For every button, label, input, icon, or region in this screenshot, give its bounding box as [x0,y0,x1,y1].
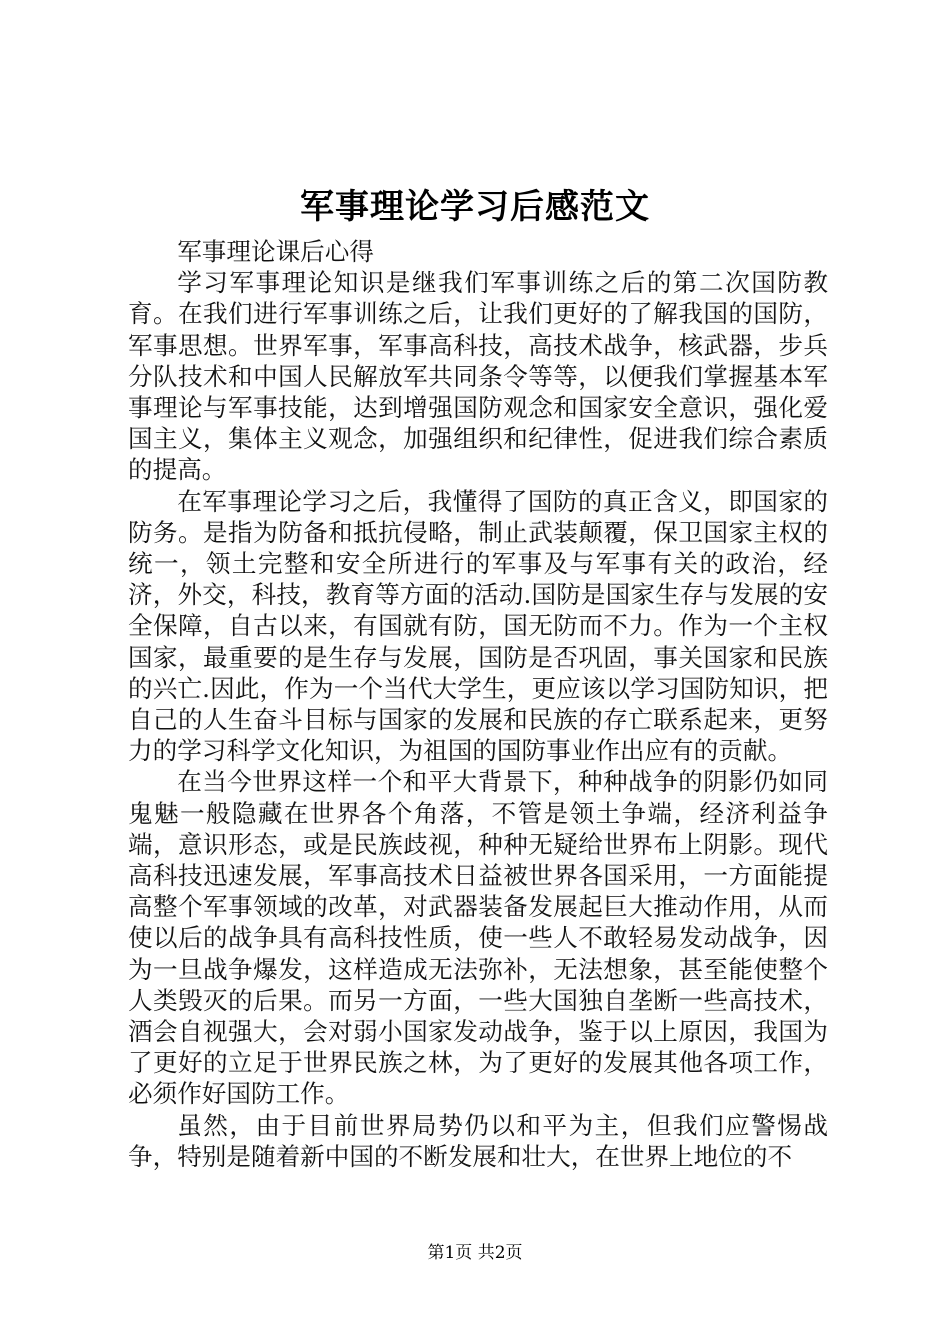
page-footer: 第1页 共2页 [427,1243,523,1263]
document-title: 军事理论学习后感范文 [300,187,650,227]
body-paragraph: 在军事理论学习之后，我懂得了国防的真正含义，即国家的防务。是指为防备和抵抗侵略，制止武装颠覆，保卫国家主权的统一，领土完整和安全所进行的军事及与军事有关的政治，经济，外交，科技，教育等方面的活动.国防是国家生存与发展的安全保障，自古以来，有国就有防，国无防而不力。作为一个主权国家，最重要的是生存与发展，国防是否巩固，事关国家和民族的兴亡.因此，作为一个当代大学生，更应该以学习国防知识，把自己的人生奋斗目标与国家的发展和民族的存亡联系起来，更努力的学习科学文化知识，为祖国的国防事业作出应有的贡献。 [128,486,828,766]
body-paragraph: 在当今世界这样一个和平大背景下，种种战争的阴影仍如同鬼魅一般隐藏在世界各个角落，不管是领土争端，经济利益争端，意识形态，或是民族歧视，种种无疑给世界布上阴影。现代高科技迅速发展，军事高技术日益被世界各国采用，一方面能提高整个军事领域的改革，对武器装备发展起巨大推动作用，从而使以后的战争具有高科技性质，使一些人不敢轻易发动战争，因为一旦战争爆发，这样造成无法弥补，无法想象，甚至能使整个人类毁灭的后果。而另一方面，一些大国独自垄断一些高技术，酒会自视强大，会对弱小国家发动战争，鉴于以上原因，我国为了更好的立足于世界民族之林，为了更好的发展其他各项工作，必须作好国防工作。 [128,767,828,1109]
body-paragraph: 虽然，由于目前世界局势仍以和平为主，但我们应警惕战争，特别是随着新中国的不断发展和壮大，在世界上地位的不 [128,1110,828,1171]
body-paragraph: 学习军事理论知识是继我们军事训练之后的第二次国防教育。在我们进行军事训练之后，让我们更好的了解我国的国防，军事思想。世界军事，军事高科技，高技术战争，核武器，步兵分队技术和中国人民解放军共同条令等等，以便我们掌握基本军事理论与军事技能，达到增强国防观念和国家安全意识，强化爱国主义，集体主义观念，加强组织和纪律性，促进我们综合素质的提高。 [128,268,828,485]
subtitle-paragraph: 军事理论课后心得 [177,237,374,266]
document-body [128,236,828,1172]
